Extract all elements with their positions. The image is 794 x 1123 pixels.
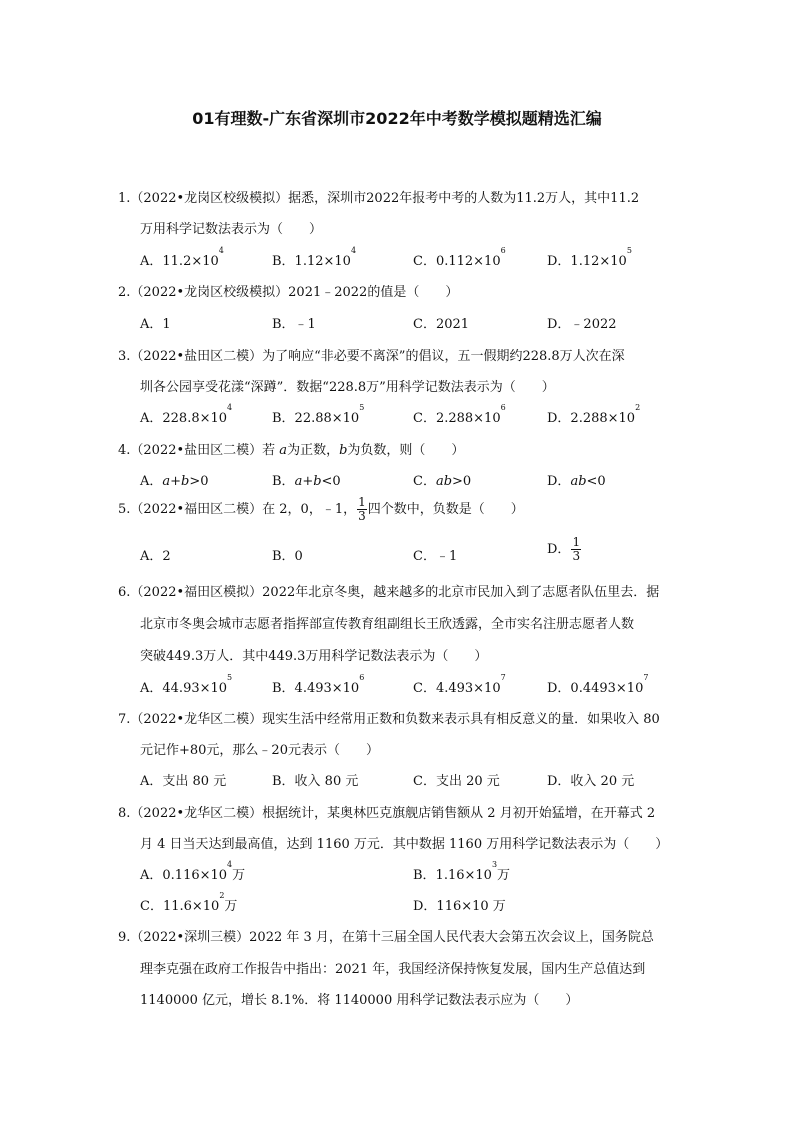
q6-line1: 6.（2022•福田区模拟）2022年北京冬奥，越来越多的北京市民加入到了志愿者队伍里去．据 — [118, 585, 660, 600]
q5-line1: 5.（2022•福田区二模）在 2，0，﹣1， $\frac{1}{3}$ 四个数中，负数是（ ） — [118, 495, 524, 523]
q2-line1: 2.（2022•龙岗区校级模拟）2021﹣2022的值是（ ） — [118, 285, 459, 300]
q5-option-c[interactable]: C．﹣1 — [413, 549, 458, 564]
q6-option-c[interactable]: C．$4.493\times 10^7$ — [413, 673, 506, 696]
q8-option-a[interactable]: A．$0.116\times 10^4$万 — [140, 860, 246, 883]
q1-option-a[interactable]: A．$11.2\times 10^4$ — [140, 246, 224, 269]
q3-option-b[interactable]: B．$22.88\times 10^5$ — [272, 403, 365, 426]
q6-line2: 北京市冬奥会城市志愿者指挥部宣传教育组副组长王欣透露，全市实名注册志愿者人数 — [140, 617, 635, 632]
q5-option-d[interactable]: D． $\frac{1}{3}$ — [547, 535, 581, 563]
q9-line2: 理李克强在政府工作报告中指出：2021 年，我国经济保持恢复发展，国内生产总值达到 — [140, 962, 646, 977]
q4-option-c[interactable]: C．ab>0 — [413, 474, 472, 489]
q5-option-b[interactable]: B．0 — [272, 549, 303, 564]
q4-line1: 4.（2022•盐田区二模）若 a为正数，b为负数，则（ ） — [118, 443, 465, 458]
q3-option-c[interactable]: C．$2.288\times 10^6$ — [413, 403, 506, 426]
q6-option-d[interactable]: D．$0.4493\times 10^7$ — [547, 673, 649, 696]
q8-option-c[interactable]: C．$11.6\times 10^2$万 — [140, 891, 238, 914]
q5-option-d-fraction: $\frac{1}{3}$ — [572, 535, 581, 563]
q5-option-a[interactable]: A．2 — [140, 549, 171, 564]
q7-option-b[interactable]: B．收入 80 元 — [272, 774, 359, 789]
document-title: 01有理数-广东省深圳市2022年中考数学模拟题精选汇编 — [192, 109, 602, 128]
q9-line1: 9.（2022•深圳三模）2022 年 3 月，在第十三届全国人民代表大会第五次会议上，国务院总 — [118, 930, 654, 945]
q2-option-d[interactable]: D．﹣2022 — [547, 317, 617, 332]
q8-option-b[interactable]: B．$1.16\times 10^3$万 — [413, 860, 511, 883]
q2-option-a[interactable]: A．1 — [140, 317, 171, 332]
q9-line3: 1140000 亿元，增长 8.1%．将 1140000 用科学记数法表示应为（ ） — [140, 993, 579, 1008]
q7-line2: 元记作+80元，那么﹣20元表示（ ） — [140, 743, 379, 758]
q8-line2: 月 4 日当天达到最高值，达到 1160 万元．其中数据 1160 万用科学记数法表示为（ ） — [140, 837, 669, 852]
q7-line1: 7.（2022•龙华区二模）现实生活中经常用正数和负数来表示具有相反意义的量．如果收入 80 — [118, 712, 660, 727]
q6-option-a[interactable]: A．$44.93\times 10^5$ — [140, 673, 233, 696]
q1-option-b[interactable]: B．$1.12\times 10^4$ — [272, 246, 357, 269]
q4-option-d[interactable]: D．ab<0 — [547, 474, 606, 489]
q1-line1: 1.（2022•龙岗区校级模拟）据悉，深圳市2022年报考中考的人数为11.2万人，其中11.2 — [118, 191, 640, 206]
q3-option-d[interactable]: D．$2.288\times 10^2$ — [547, 403, 641, 426]
q5-fraction: $\frac{1}{3}$ — [358, 495, 366, 523]
q8-line1: 8.（2022•龙华区二模）根据统计，某奥林匹克旗舰店销售额从 2 月初开始猛增，在开幕式 2 — [118, 806, 656, 821]
q3-line1: 3.（2022•盐田区二模）为了响应“非必要不离深”的倡议，五一假期约228.8万人次在深 — [118, 349, 625, 364]
q3-line2: 圳各公园享受花漾“深蹲”．数据“228.8万”用科学记数法表示为（ ） — [140, 380, 555, 395]
q6-option-b[interactable]: B．$4.493\times 10^6$ — [272, 673, 365, 696]
q4-option-a[interactable]: A．a+b>0 — [140, 474, 209, 489]
q1-option-d[interactable]: D．$1.12\times 10^5$ — [547, 246, 632, 269]
q7-option-c[interactable]: C．支出 20 元 — [413, 774, 500, 789]
q7-option-a[interactable]: A．支出 80 元 — [140, 774, 227, 789]
q4-option-b[interactable]: B．a+b<0 — [272, 474, 341, 489]
q1-option-c[interactable]: C．$0.112\times 10^6$ — [413, 246, 506, 269]
q7-option-d[interactable]: D．收入 20 元 — [547, 774, 635, 789]
q2-option-b[interactable]: B．﹣1 — [272, 317, 316, 332]
q1-line2: 万用科学记数法表示为（ ） — [140, 222, 323, 237]
q6-line3: 突破449.3万人．其中449.3万用科学记数法表示为（ ） — [140, 649, 488, 664]
q8-option-d[interactable]: D．116×10 万 — [413, 899, 506, 914]
q3-option-a[interactable]: A．$228.8\times 10^4$ — [140, 403, 233, 426]
q2-option-c[interactable]: C．2021 — [413, 317, 470, 332]
